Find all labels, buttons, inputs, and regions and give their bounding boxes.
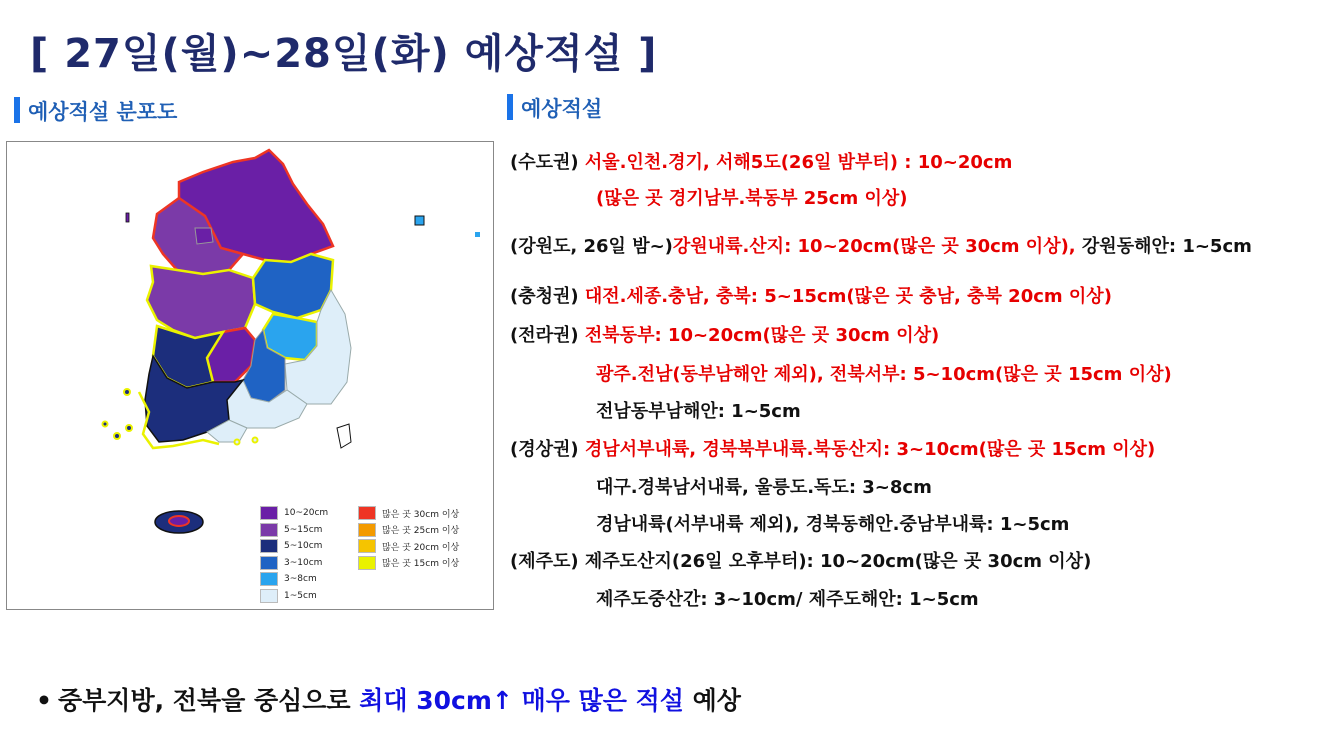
forecast-jeolla-line2 [596,364,1172,386]
forecast-value: 서울.인천.경기, 서해5도(26일 밤부터) : 10~20cm [584,152,1013,173]
forecast-value: 광주.전남(동부남해안 제외), 전북서부: 5~10cm(많은 곳 15cm 이상) [596,364,1172,385]
forecast-value: 제주도산지(26일 오후부터): 10~20cm(많은 곳 30cm 이상) [584,551,1092,572]
forecast-value: 경남내륙(서부내륙 제외), 경북동해안.중남부내륙: 1~5cm [596,514,1070,535]
legend-swatch [260,556,278,570]
forecast-capital-line1 [510,152,1012,174]
forecast-section-heading: 예상적설 [507,93,602,123]
island-dot [114,433,120,439]
forecast-gyeongsang-line3 [596,514,1069,536]
legend-item [260,588,328,605]
forecast-value: 강원내륙.산지: 10~20cm(많은 곳 30cm 이상), [672,236,1076,257]
forecast-value: 전북동부: 10~20cm(많은 곳 30cm 이상) [584,325,940,346]
forecast-value: 경남서부내륙, 경북북부내륙.북동산지: 3~10cm(많은 곳 15cm 이상) [584,439,1156,460]
island-dot [126,425,132,431]
forecast-jeolla-line3 [596,401,801,423]
forecast-value: (많은 곳 경기남부.북동부 25cm 이상) [596,188,908,209]
legend-swatch [358,506,376,520]
region-label: (경상권) [510,439,579,460]
region-label: (충청권) [510,286,579,307]
island-northwest [126,213,129,222]
map-section-heading: 예상적설 분포도 [14,96,177,126]
region-seoul [195,228,213,244]
legend-item [358,538,459,555]
island-dot [235,440,240,445]
island-geoje [337,424,351,448]
legend-swatch [358,556,376,570]
summary-highlight: 최대 30cm↑ 매우 많은 적설 [359,686,684,715]
forecast-jeolla-line1 [510,325,939,347]
legend-label: 10~20cm [284,508,329,519]
dokdo-island [475,232,480,237]
legend-label: 3~8cm [284,574,317,585]
forecast-value: 대전.세종.충남, 충북: 5~15cm(많은 곳 충남, 충북 20cm 이상) [584,286,1112,307]
legend-swatch [260,539,278,553]
summary-line [36,681,741,717]
ulleungdo-island [415,216,424,225]
jeju-island-summit [169,516,189,526]
legend-label: 많은 곳 20cm 이상 [382,542,460,553]
legend-swatch [358,539,376,553]
region-label: (강원도, 26일 밤~) [510,236,673,257]
legend-item [358,555,459,572]
legend-swatch [260,572,278,586]
legend-swatch [260,506,278,520]
forecast-gyeongsang-line2 [596,477,932,499]
legend-label: 5~10cm [284,541,323,552]
legend-item [358,505,459,522]
legend-item [260,555,328,572]
forecast-capital-line2 [596,188,908,210]
region-label: (전라권) [510,325,579,346]
forecast-chungcheong [510,286,1112,308]
legend-swatch [260,589,278,603]
legend-label: 1~5cm [284,590,317,601]
legend-swatch [358,523,376,537]
forecast-jeju-line2 [596,589,979,611]
legend-label: 많은 곳 15cm 이상 [382,559,460,570]
forecast-value: 제주도중산간: 3~10cm/ 제주도해안: 1~5cm [596,589,979,610]
region-label: (수도권) [510,152,579,173]
page-title: [ 27일(월)~28일(화) 예상적설 ] [30,31,658,77]
forecast-value: 강원동해안: 1~5cm [1075,236,1252,257]
summary-text: 중부지방, 전북을 중심으로 [58,686,360,715]
legend-label: 많은 곳 25cm 이상 [382,526,460,537]
forecast-jeju-line1 [510,551,1091,573]
bullet-icon: • [36,686,52,715]
legend-label: 많은 곳 30cm 이상 [382,509,460,520]
island-dot [103,422,108,427]
island-dot [253,438,258,443]
legend-label: 3~10cm [284,557,323,568]
snowfall-distribution-map [6,141,494,610]
forecast-value: 대구.경북남서내륙, 울릉도.독도: 3~8cm [596,477,932,498]
legend-heavy-snow [358,505,459,571]
legend-snowfall-amount [260,505,328,604]
forecast-value: 전남동부남해안: 1~5cm [596,401,801,422]
legend-swatch [260,523,278,537]
legend-item [260,538,328,555]
forecast-gangwon [510,236,1252,258]
legend-item [260,505,328,522]
summary-text-end: 예상 [683,686,741,715]
legend-item [260,571,328,588]
legend-item [358,522,459,539]
region-chungbuk [253,254,333,318]
forecast-gyeongsang-line1 [510,439,1155,461]
legend-label: 5~15cm [284,524,323,535]
island-dot [124,389,130,395]
legend-item [260,522,328,539]
region-label: (제주도) [510,551,579,572]
